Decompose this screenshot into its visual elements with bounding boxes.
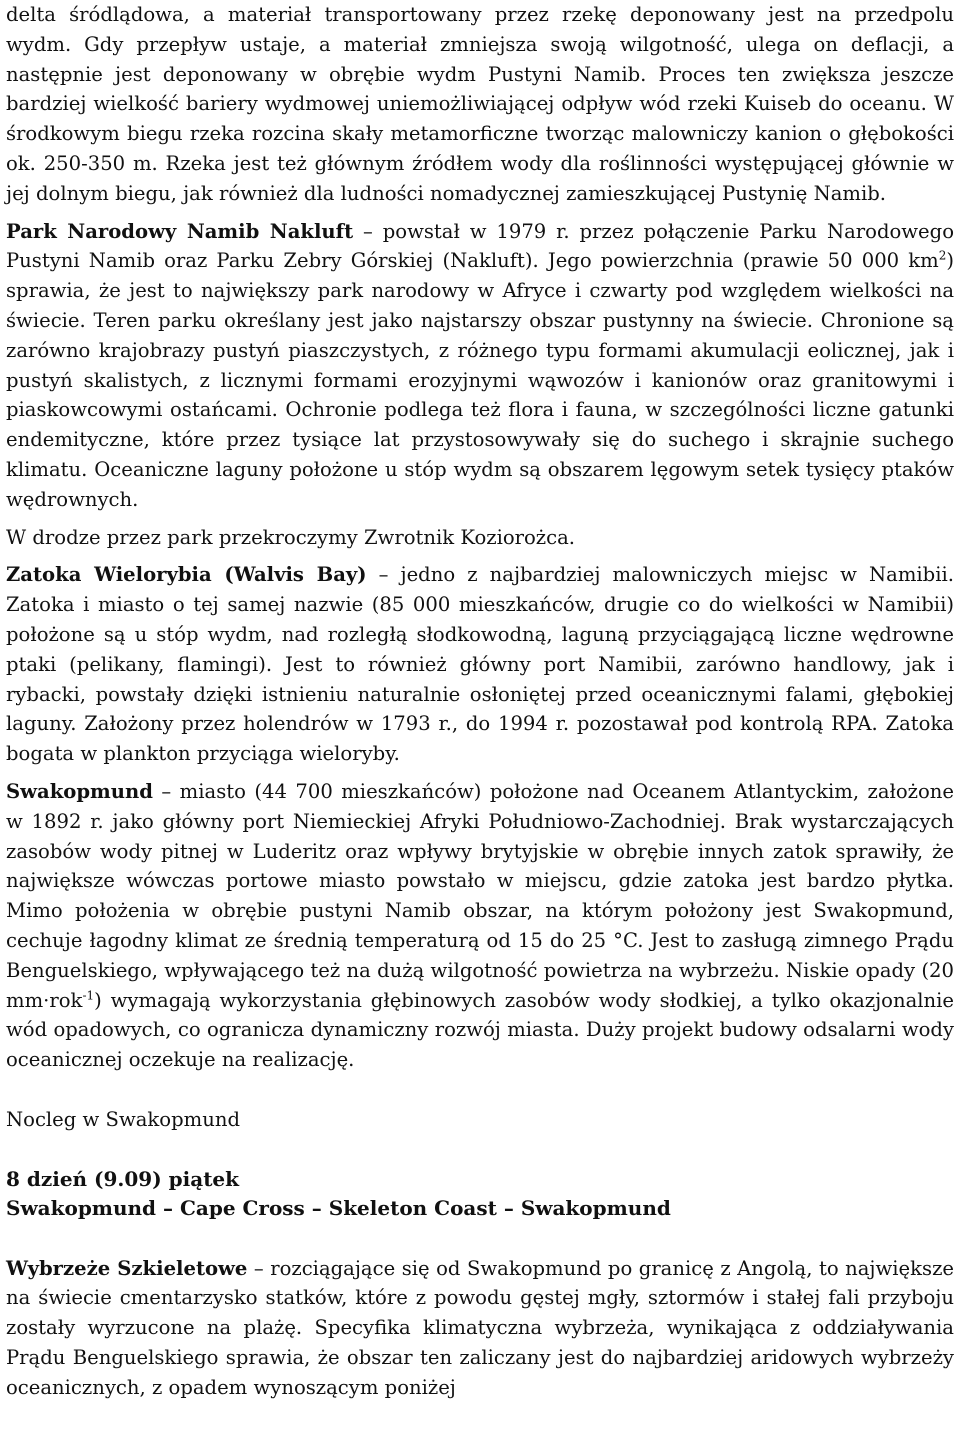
paragraph-swakopmund (6, 777, 954, 1075)
lead-namib-nakluft: Park Narodowy Namib Nakluft (6, 219, 354, 243)
text-segment: – miasto (44 700 mieszkańców) położone nad Oceanem Atlantyckim, założone w 1892 r. jako główny port Niemieckiej Afryki Południowo-Zachodniej. Brak wystarczających zasobów wody pitnej w Luderitz oraz wpływy brytyjskie w obrębie innych zatok sprawiły, że największe wówczas portowe miasto powstało w miejscu, gdzie zatoka jest bardzo płytka. Mimo położenia w obrębie pustyni Namib obszar, na którym położony jest Swakopmund, cechuje łagodny klimat ze średnią temperaturą od 15 do 25 °C. Jest to zasługą zimnego Prądu Benguelskiego, wpływającego też na dużą wilgotność powietrza na wybrzeżu. Niskie opady (20 mm·rok (6, 779, 954, 1012)
day-heading: 8 dzień (9.09) piątek (6, 1166, 240, 1191)
text-segment: – powstał w 1979 r. przez połączenie Parku Narodowego Pustyni Namib oraz Parku Zebry Górskiej (Nakluft). Jego powierzchnia (prawie 50 000 km (6, 219, 954, 273)
lead-swakopmund: Swakopmund (6, 779, 153, 803)
text-segment: ) wymagają wykorzystania głębinowych zasobów wody słodkiej, a tylko okazjonalnie wód opadowych, co ogranicza dynamiczny rozwój miasta. Duży projekt budowy odsalarni wody oceanicznej oczekuje na realizację. (6, 988, 954, 1072)
text-segment: ) sprawia, że jest to największy park narodowy w Afryce i czwarty pod względem wielkości na świecie. Teren parku określany jest jako najstarszy obszar pustynny na świecie. Chronione są zarówno krajobrazy pustyń piaszczystych, z różnego typu formami akumulacji eolicznej, jak i pustyń skalistych, z licznymi formami erozyjnymi wąwozów i kanionów oraz granitowymi i piaskowcowymi ostańcami. Ochronie podlega też flora i fauna, w szczególności liczne gatunki endemityczne, które przez tysiące lat przystosowywały się do suchego i skrajnie suchego klimatu. Oceaniczne laguny położone u stóp wydm są obszarem lęgowym setek tysięcy ptaków wędrownych. (6, 249, 954, 511)
route-heading: Swakopmund – Cape Cross – Skeleton Coast – Swakopmund (6, 1196, 671, 1221)
paragraph-overnight: Nocleg w Swakopmund (6, 1107, 240, 1131)
day-header (6, 1165, 954, 1224)
superscript: -1 (82, 987, 95, 1002)
lead-walvis-bay: Zatoka Wielorybia (Walvis Bay) (6, 563, 367, 587)
text-segment: – rozciągające się od Swakopmund po granicę z Angolą, to największe na świecie cmentarzysko statków, które z powodu gęstej mgły, sztormów i stałej fali przyboju zostały wyrzucone na plażę. Specyfika klimatyczna wybrzeża, wynikająca z oddziaływania Prądu Benguelskiego sprawia, że obszar ten zaliczany jest do najbardziej aridowych wybrzeży oceanicznych, z opadem wynoszącym poniżej (6, 1256, 954, 1399)
paragraph-tropic-of-capricorn: W drodze przez park przekroczymy Zwrotnik Koziorożca. (6, 525, 576, 549)
paragraph-namib-nakluft-park (6, 217, 954, 515)
paragraph-walvis-bay (6, 560, 954, 769)
superscript: 2 (938, 248, 947, 263)
document-page (6, 0, 954, 1403)
paragraph-skeleton-coast (6, 1254, 954, 1403)
lead-skeleton-coast: Wybrzeże Szkieletowe (6, 1256, 248, 1280)
paragraph-kuiseb: delta śródlądowa, a materiał transportowany przez rzekę deponowany jest na przedpolu wydm. Gdy przepływ ustaje, a materiał zmniejsza swoją wilgotność, ulega on deflacji, a następnie jest deponowany w obrębie wydm Pustyni Namib. Proces ten zwiększa jeszcze bardziej wielkość bariery wydmowej uniemożliwiającej odpływ wód rzeki Kuiseb do oceanu. W środkowym biegu rzeka rozcina skały metamorficzne tworząc malowniczy kanion o głębokości ok. 250-350 m. Rzeka jest też głównym źródłem wody dla roślinności występującej głównie w jej dolnym biegu, jak również dla ludności nomadycznej zamieszkującej Pustynię Namib. (6, 3, 954, 205)
text-segment: – jedno z najbardziej malowniczych miejsc w Namibii. Zatoka i miasto o tej samej nazwie (85 000 mieszkańców, drugie co do wielkości w Namibii) położone są u stóp wydm, nad rozległą słodkowodną, laguną przyciągającą liczne wędrowne ptaki (pelikany, flamingi). Jest to również główny port Namibii, zarówno handlowy, jak i rybacki, powstały dzięki istnieniu naturalnie osłoniętej przed oceanicznymi falami, głębokiej laguny. Założony przez holendrów w 1793 r., do 1994 r. pozostawał pod kontrolą RPA. Zatoka bogata w plankton przyciąga wieloryby. (6, 563, 954, 766)
